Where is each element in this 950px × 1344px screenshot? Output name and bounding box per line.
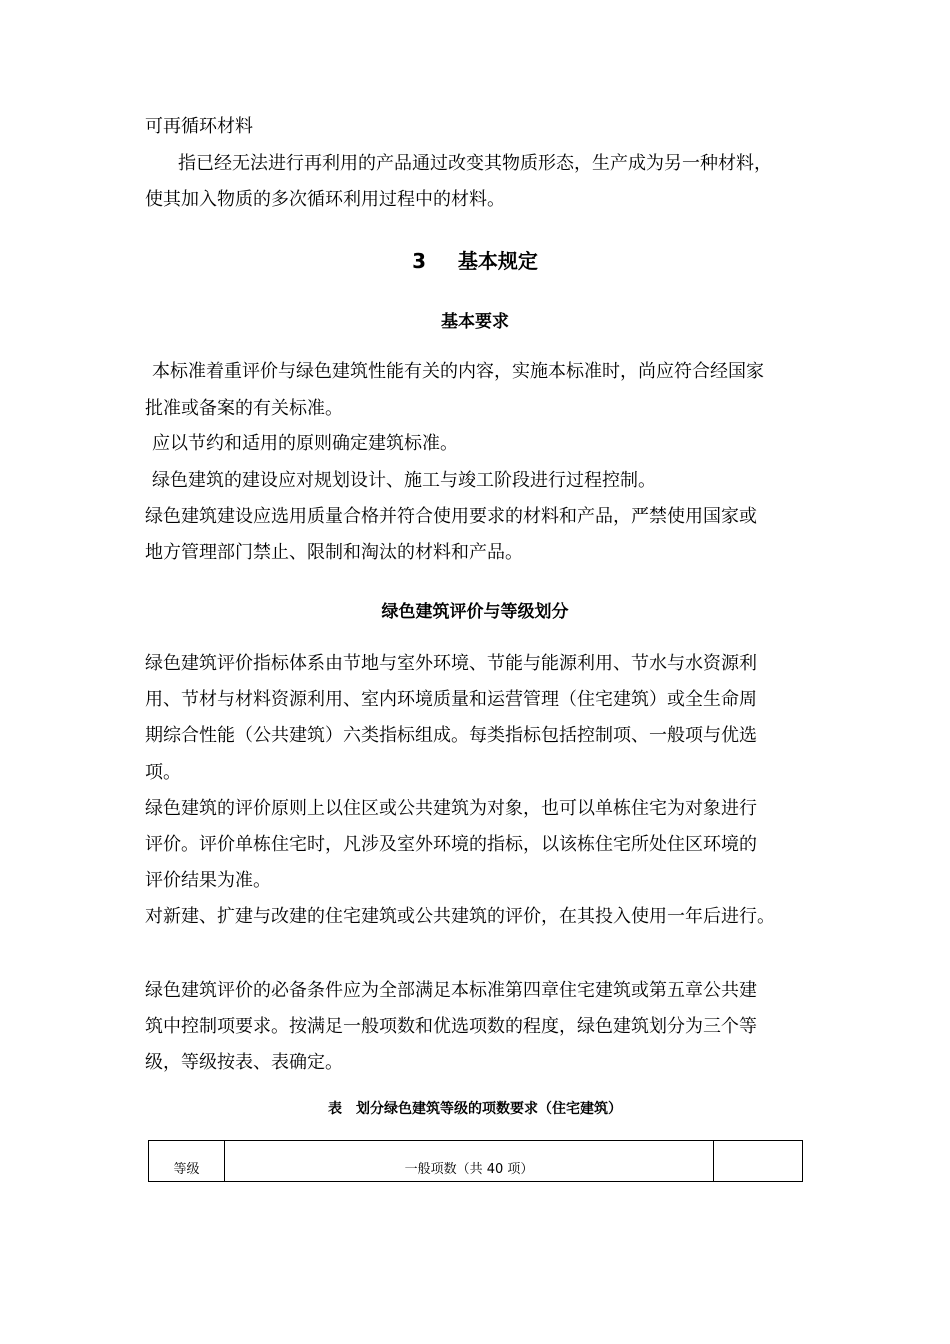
chapter-heading [0, 245, 950, 274]
paragraph-line: 批准或备案的有关标准。 [145, 398, 343, 419]
paragraph-line: 用、节材与材料资源利用、室内环境质量和运营管理（住宅建筑）或全生命周 [145, 689, 757, 710]
chapter-number: 3 [412, 249, 426, 273]
table-header-cell: 一般项数（共 40 项） [225, 1141, 714, 1182]
paragraph-line: 对新建、扩建与改建的住宅建筑或公共建筑的评价，在其投入使用一年后进行。 [145, 906, 775, 927]
term-title: 可再循环材料 [145, 116, 253, 137]
table-header-cell [714, 1141, 803, 1182]
section-title: 基本要求 [441, 312, 509, 332]
grade-table [148, 1140, 803, 1182]
paragraph-line: 绿色建筑的评价原则上以住区或公共建筑为对象，也可以单栋住宅为对象进行 [145, 798, 757, 819]
paragraph-line: 地方管理部门禁止、限制和淘汰的材料和产品。 [145, 542, 523, 563]
paragraph-line: 绿色建筑评价的必备条件应为全部满足本标准第四章住宅建筑或第五章公共建 [145, 980, 757, 1001]
section-title: 绿色建筑评价与等级划分 [381, 602, 569, 622]
paragraph-line: 项。 [145, 762, 181, 783]
paragraph-line: 级，等级按表、表确定。 [145, 1052, 343, 1073]
paragraph-line: 本标准着重评价与绿色建筑性能有关的内容，实施本标准时，尚应符合经国家 [152, 361, 764, 382]
paragraph-line: 应以节约和适用的原则确定建筑标准。 [152, 433, 458, 454]
paragraph-line: 评价结果为准。 [145, 870, 271, 891]
paragraph-line: 筑中控制项要求。按满足一般项数和优选项数的程度，绿色建筑划分为三个等 [145, 1016, 757, 1037]
paragraph-line: 期综合性能（公共建筑）六类指标组成。每类指标包括控制项、一般项与优选 [145, 725, 757, 746]
definition-line: 指已经无法进行再利用的产品通过改变其物质形态，生产成为另一种材料， [178, 153, 772, 174]
paragraph-line: 评价。评价单栋住宅时，凡涉及室外环境的指标，以该栋住宅所处住区环境的 [145, 834, 757, 855]
table-caption: 表 划分绿色建筑等级的项数要求（住宅建筑） [328, 1101, 622, 1117]
table-header-row [149, 1141, 803, 1182]
chapter-title: 基本规定 [457, 249, 538, 273]
paragraph-line: 绿色建筑的建设应对规划设计、施工与竣工阶段进行过程控制。 [152, 470, 656, 491]
table-header-cell: 等级 [149, 1141, 225, 1182]
paragraph-line: 绿色建筑建设应选用质量合格并符合使用要求的材料和产品，严禁使用国家或 [145, 506, 757, 527]
paragraph-line: 绿色建筑评价指标体系由节地与室外环境、节能与能源利用、节水与水资源利 [145, 653, 757, 674]
definition-line: 使其加入物质的多次循环利用过程中的材料。 [145, 189, 505, 210]
